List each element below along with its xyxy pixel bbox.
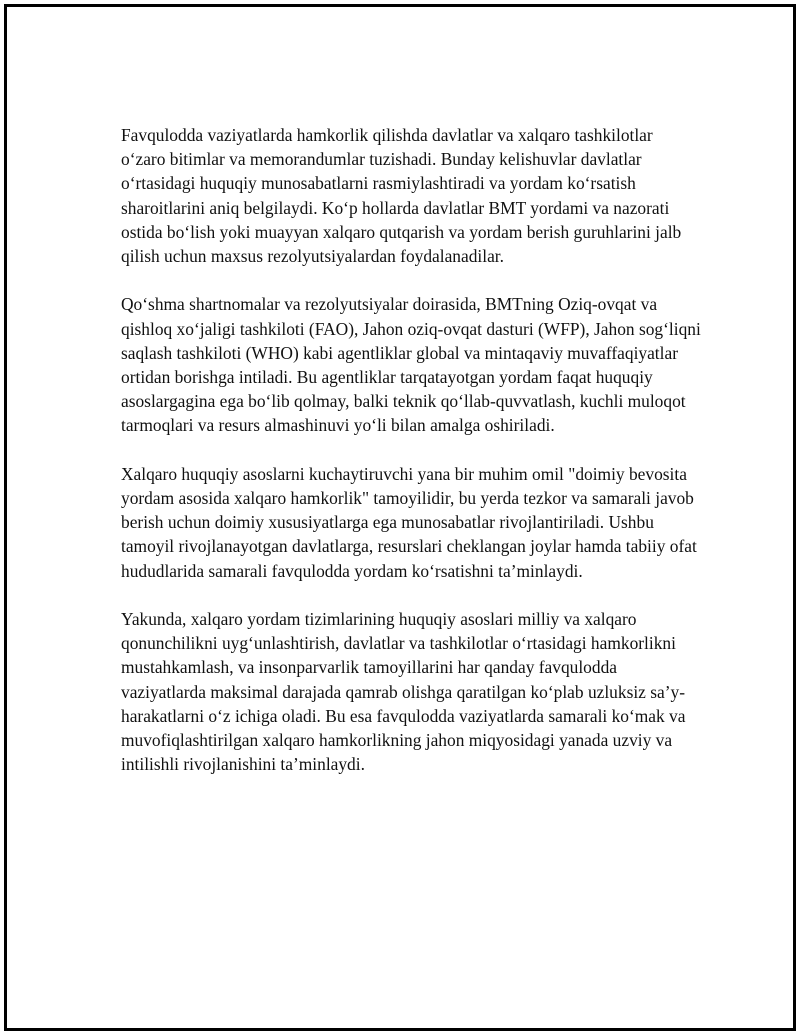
paragraph-1: Favqulodda vaziyatlarda hamkorlik qilishda davlatlar va xalqaro tashkilotlar o‘zaro bitimlar va memorandumlar tuzishadi. Bunday kelishuvlar davlatlar o‘rtasidagi huquqiy munosabatlarni rasmiylashtiradi va yordam ko‘rsatish sharoitlarini aniq belgilaydi. Ko‘p hollarda davlatlar BMT yordami va nazorati ostida bo‘lish yoki muayyan xalqaro qutqarish va yordam berish guruhlarini jalb qilish uchun maxsus rezolyutsiyalardan foydalanadilar. <box>121 125 682 267</box>
paragraph-3: Xalqaro huquqiy asoslarni kuchaytiruvchi yana bir muhim omil "doimiy bevosita yordam asosida xalqaro hamkorlik" tamoyilidir, bu yerda tezkor va samarali javob berish uchun doimiy xususiyatlarga ega munosabatlar rivojlantiriladi. Ushbu tamoyil rivojlanayotgan davlatlarga, resurslari cheklangan joylar hamda tabiiy ofat hududlarida samarali favqulodda yordam ko‘rsatishni ta’minlaydi. <box>121 463 697 581</box>
paragraph-2: Qo‘shma shartnomalar va rezolyutsiyalar doirasida, BMTning Oziq-ovqat va qishloq xo‘jaligi tashkiloti (FAO), Jahon oziq-ovqat dasturi (WFP), Jahon sog‘liqni saqlash tashkiloti (WHO) kabi agentliklar global va mintaqaviy muvaffaqiyatlar ortidan borishga intiladi. Bu agentliklar tarqatayotgan yordam faqat huquqiy asoslargagina ega bo‘lib qolmay, balki teknik qo‘llab-quvvatlash, kuchli muloqot tarmoqlari va resurs almashinuvi yo‘li bilan amalga oshiriladi. <box>121 294 701 436</box>
page-border <box>4 4 796 1031</box>
document-body <box>121 123 701 801</box>
paragraph-4: Yakunda, xalqaro yordam tizimlarining huquqiy asoslari milliy va xalqaro qonunchilikni uyg‘unlashtirish, davlatlar va tashkilotlar o‘rtasidagi hamkorlikni mustahkamlash, va insonparvarlik tamoyillarini har qanday favqulodda vaziyatlarda maksimal darajada qamrab olishga qaratilgan ko‘plab uzluksiz sa’y-harakatlarni o‘z ichiga oladi. Bu esa favqulodda vaziyatlarda samarali ko‘mak va muvofiqlashtirilgan xalqaro hamkorlikning jahon miqyosidagi yanada uzviy va intilishli rivojlanishini ta’minlaydi. <box>121 609 686 775</box>
